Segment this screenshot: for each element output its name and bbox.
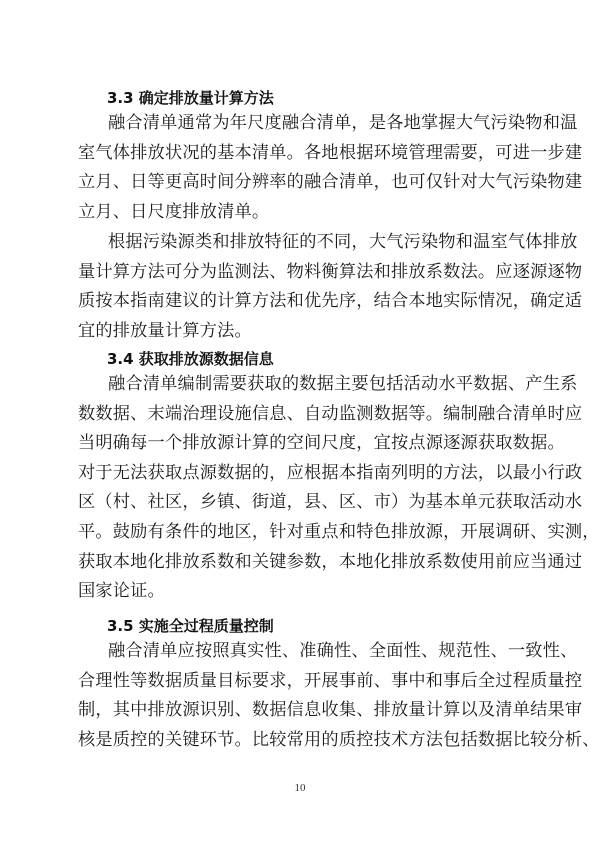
paragraph-line: 立月、日尺度排放清单。 — [78, 201, 270, 222]
paragraph-line: 融合清单应按照真实性、准确性、全面性、规范性、一致性、 — [108, 641, 578, 661]
paragraph-line: 融合清单编制需要获取的数据主要包括活动水平数据、产生系 — [108, 374, 578, 394]
paragraph — [78, 637, 600, 755]
paragraph-line: 质按本指南建议的计算方法和优先序，结合本地实际情况，确定适 — [78, 291, 583, 312]
paragraph-line: 宜的排放量计算方法。 — [78, 320, 252, 341]
paragraph-line: 核是质控的关键环节。比较常用的质控技术方法包括数据比较分析、 — [78, 729, 600, 750]
paragraph — [78, 370, 600, 607]
paragraph-line: 量计算方法可分为监测法、物料衡算法和排放系数法。应逐源逐物 — [78, 261, 583, 282]
section-heading-3-4: 3.4 获取排放源数据信息 — [107, 350, 274, 368]
section-heading-3-5: 3.5 实施全过程质量控制 — [107, 617, 274, 635]
paragraph-line: 根据污染源类和排放特征的不同，大气污染物和温室气体排放 — [108, 232, 578, 252]
paragraph — [78, 109, 583, 227]
paragraph-line: 当明确每一个排放源计算的空间尺度，宜按点源逐源获取数据。 — [78, 433, 565, 454]
paragraph-line: 对于无法获取点源数据的，应根据本指南列明的方法，以最小行政 — [78, 462, 583, 483]
section-heading-3-3: 3.3 确定排放量计算方法 — [107, 89, 274, 107]
paragraph-line: 数数据、末端治理设施信息、自动监测数据等。编制融合清单时应 — [78, 403, 583, 424]
paragraph-line: 区（村、社区，乡镇、街道，县、区、市）为基本单元获取活动水 — [78, 492, 583, 513]
paragraph-line: 获取本地化排放系数和关键参数，本地化排放系数使用前应当通过 — [78, 551, 583, 572]
paragraph-line: 平。鼓励有条件的地区，针对重点和特色排放源，开展调研、实测， — [78, 521, 600, 542]
paragraph-line: 国家论证。 — [78, 581, 165, 602]
paragraph-line: 融合清单通常为年尺度融合清单，是各地掌握大气污染物和温 — [108, 113, 578, 133]
paragraph-line: 制，其中排放源识别、数据信息收集、排放量计算以及清单结果审 — [78, 700, 583, 721]
paragraph-line: 立月、日等更高时间分辨率的融合清单，也可仅针对大气污染物建 — [78, 172, 583, 193]
page-number: 10 — [294, 782, 306, 794]
paragraph-line: 合理性等数据质量目标要求，开展事前、事中和事后全过程质量控 — [78, 670, 583, 691]
paragraph — [78, 228, 583, 346]
paragraph-line: 室气体排放状况的基本清单。各地根据环境管理需要，可进一步建 — [78, 142, 583, 163]
